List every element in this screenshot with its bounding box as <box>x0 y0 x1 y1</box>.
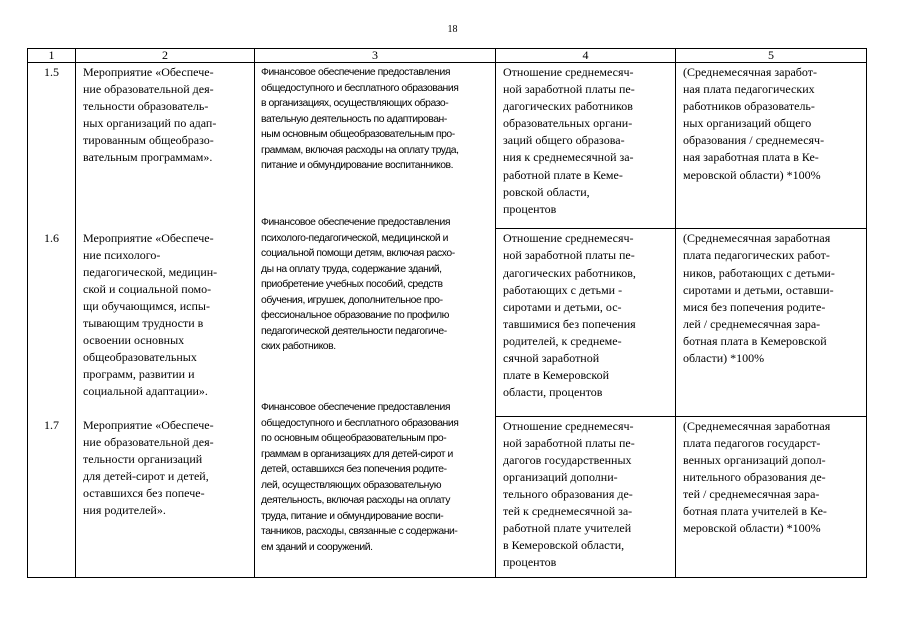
column-header-1: 1 <box>28 49 76 63</box>
column-header-5: 5 <box>676 49 867 63</box>
row-number: 1.5 <box>44 65 59 79</box>
financing-text: Финансовое обеспечение предоставления психолого-педагогической, медицинской и социальной помощи детям, включая расхо- ды на оплату труда, содержание зданий, приобретение учебных пособий, средств обучения, игрушек, дополнительное про- фессиональное образование по профилю педагогической деятельности педагогиче- ских работников. <box>261 217 455 352</box>
financing-text: Финансовое обеспечение предоставления общедоступного и бесплатного образования по основным общеобразовательным про- граммам в организациях для детей-сирот и детей, оставшихся без попечения родите- лей, осуществляющих образовательную деятельность, включая расходы на оплату труда, питание и обмундирование воспи- танников, расходы, связанные с содержани- ем зданий и сооружений. <box>261 402 459 553</box>
formula-cell <box>676 63 867 229</box>
header-row <box>28 49 867 63</box>
event-text: Мероприятие «Обеспече- ние психолого- педагогической, медицин- ской и социальной помо- щи обучающимся, испы- тывающим трудности в освоении основных общеобразовательных программ, развитии и социальной адаптации». <box>83 231 218 398</box>
column-header-2: 2 <box>76 49 255 63</box>
indicator-cell <box>496 416 676 577</box>
indicator-text: Отношение среднемесяч- ной заработной платы пе- дагогических работников образовательных органи- заций общего образова- ния к среднемесячной за- работной плате в Кеме- ровской области, процентов <box>503 65 635 216</box>
formula-cell <box>676 416 867 577</box>
indicator-cell <box>496 63 676 229</box>
financing-text: Финансовое обеспечение предоставления общедоступного и бесплатного образования в организациях, осуществляющих образо- вательную деятельность по адаптирован- ным основным общеобразовательным про- граммам, включая расходы на оплату труда, питание и обмундирование воспитанников. <box>261 67 459 171</box>
formula-text: (Среднемесячная заработная плата педагогических работ- ников, работающих с детьми- сиротами и детьми, оставши- мися без попечения родите- лей / среднемесячная зара- ботная плата в Кемеровской области) *100% <box>683 231 835 365</box>
row-number: 1.7 <box>44 418 59 432</box>
column-header-3: 3 <box>255 49 496 63</box>
formula-text: (Среднемесячная заработная плата педагогов государст- венных организаций допол- нительного образования де- тей / среднемесячная зара- ботная плата учителей в Ке- меровской области) *100% <box>683 418 831 536</box>
financing-column <box>255 63 496 578</box>
formula-cell <box>676 229 867 416</box>
indicator-text: Отношение среднемесяч- ной заработной платы пе- дагогических работников, работающих с детьми - сиротами и детьми, ос- тавшимися без попечения родителей, к среднеме- сячной заработной плате в Кемеровской области, процентов <box>503 231 636 400</box>
event-text: Мероприятие «Обеспече- ние образовательной дея- тельности организаций для детей-сирот и детей, оставшихся без попече- ния родителей». <box>83 418 214 517</box>
indicator-text: Отношение среднемесяч- ной заработной платы пе- дагогов государственных организаций дополни- тельного образования де- тей к среднемесячной за- работной плате учителей в Кемеровской области, процентов <box>503 418 635 570</box>
page-number: 18 <box>447 24 458 35</box>
formula-text: (Среднемесячная заработ- ная плата педагогических работников образователь- ных организаций общего образования / среднемесяч- ная заработная плата в Ке- меровской области) *100% <box>683 65 825 182</box>
measures-table <box>27 48 867 578</box>
table-row <box>28 63 867 229</box>
number-column <box>28 63 76 578</box>
indicator-cell <box>496 229 676 416</box>
row-number: 1.6 <box>44 231 59 245</box>
event-column <box>76 63 255 578</box>
column-header-4: 4 <box>496 49 676 63</box>
event-text: Мероприятие «Обеспече- ние образовательной дея- тельности образователь- ных организаций по адап- тированным общеобразо- вательным программам». <box>83 65 217 164</box>
